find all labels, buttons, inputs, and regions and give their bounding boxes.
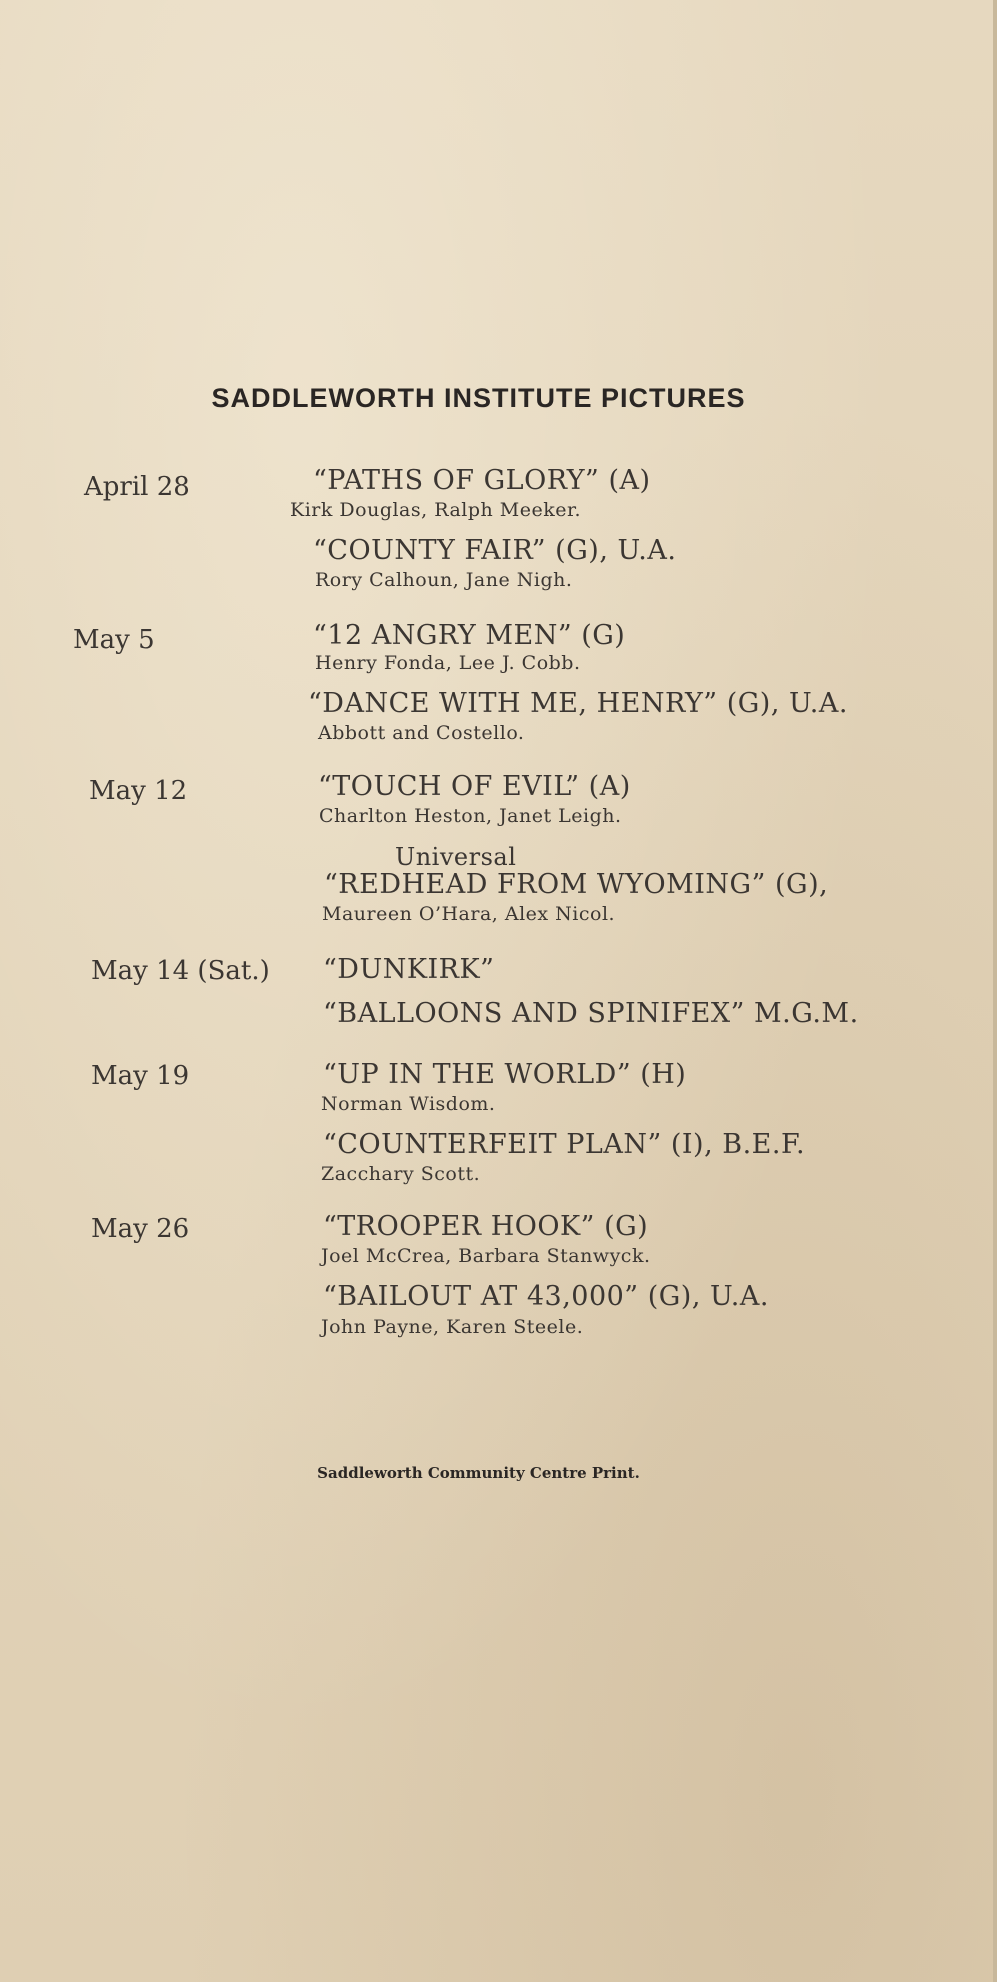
film-title: “12 ANGRY MEN” (G) bbox=[313, 620, 626, 651]
film-title: “COUNTERFEIT PLAN” (I), B.E.F. bbox=[323, 1129, 806, 1160]
film-cast: John Payne, Karen Steele. bbox=[321, 1316, 584, 1338]
film-title: “COUNTY FAIR” (G), U.A. bbox=[313, 535, 677, 566]
film-title: “TOUCH OF EVIL” (A) bbox=[318, 771, 631, 802]
distributor-note: Universal bbox=[395, 843, 517, 871]
film-title: “BALLOONS AND SPINIFEX” M.G.M. bbox=[323, 998, 859, 1029]
film-cast: Rory Calhoun, Jane Nigh. bbox=[315, 569, 573, 591]
film-cast: Kirk Douglas, Ralph Meeker. bbox=[290, 499, 582, 521]
film-cast: Norman Wisdom. bbox=[321, 1093, 496, 1115]
date-may-14: May 14 (Sat.) bbox=[91, 956, 270, 986]
date-april-28: April 28 bbox=[84, 472, 190, 502]
date-may-5: May 5 bbox=[73, 625, 155, 655]
date-may-26: May 26 bbox=[91, 1214, 190, 1244]
film-title: “DUNKIRK” bbox=[323, 954, 495, 985]
film-title: “REDHEAD FROM WYOMING” (G), bbox=[324, 869, 829, 900]
film-title: “PATHS OF GLORY” (A) bbox=[313, 465, 651, 496]
page-title: SADDLEWORTH INSTITUTE PICTURES bbox=[211, 383, 746, 413]
film-cast: Maureen O’Hara, Alex Nicol. bbox=[322, 903, 616, 925]
film-cast: Charlton Heston, Janet Leigh. bbox=[319, 805, 622, 827]
printer-credit: Saddleworth Community Centre Print. bbox=[317, 1464, 640, 1482]
film-title: “UP IN THE WORLD” (H) bbox=[323, 1059, 687, 1090]
card-edge bbox=[993, 0, 997, 1982]
film-title: “DANCE WITH ME, HENRY” (G), U.A. bbox=[308, 688, 848, 719]
film-title: “TROOPER HOOK” (G) bbox=[323, 1211, 649, 1242]
film-title: “BAILOUT AT 43,000” (G), U.A. bbox=[323, 1281, 769, 1312]
film-cast: Henry Fonda, Lee J. Cobb. bbox=[315, 652, 581, 674]
film-cast: Abbott and Costello. bbox=[318, 722, 525, 744]
date-may-19: May 19 bbox=[91, 1061, 190, 1091]
date-may-12: May 12 bbox=[89, 776, 188, 806]
film-cast: Zacchary Scott. bbox=[321, 1163, 481, 1185]
film-cast: Joel McCrea, Barbara Stanwyck. bbox=[321, 1245, 651, 1267]
